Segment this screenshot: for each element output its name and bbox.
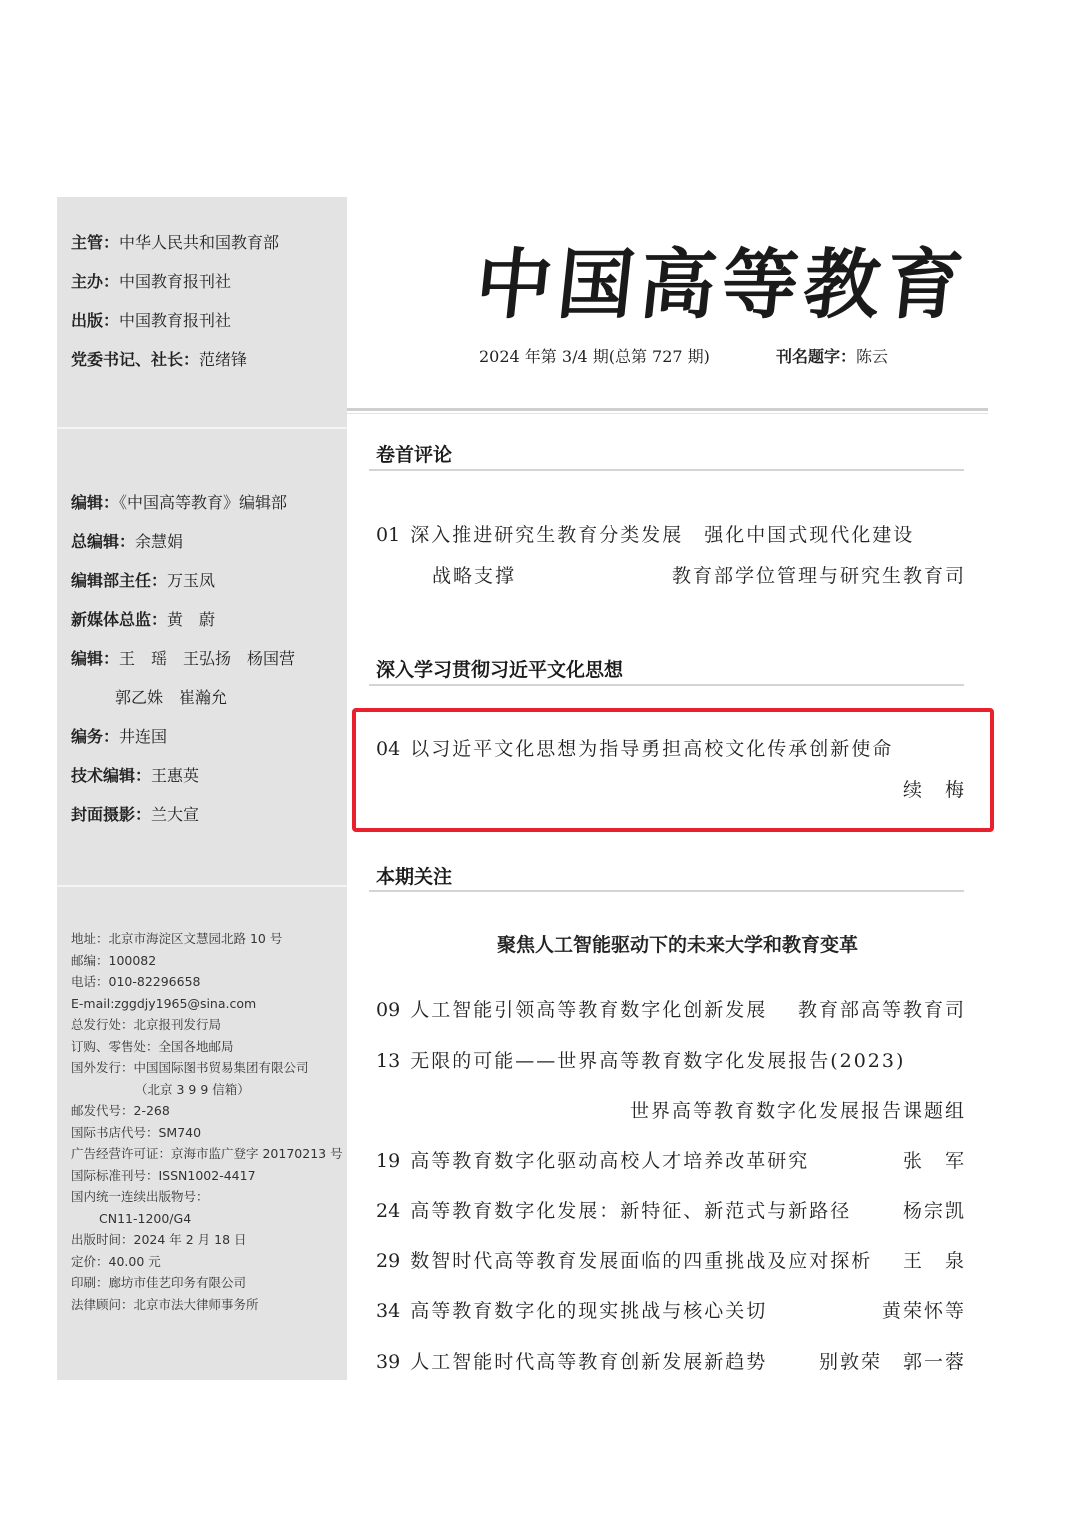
contact-line: 出版时间：2024 年 2 月 18 日 <box>71 1232 247 1247</box>
entry-author: 张 军 <box>902 1150 966 1172</box>
highlight-box <box>352 708 994 832</box>
contact-line: 法律顾问：北京市法大律师事务所 <box>71 1296 259 1312</box>
page-number: 01 <box>376 524 401 546</box>
contact-line: 定价：40.00 元 <box>71 1253 161 1269</box>
issue-number: 2024 年第 3/4 期(总第 727 期) <box>479 347 710 366</box>
page-number: 19 <box>376 1150 401 1172</box>
journal-masthead: 中国高等教育 <box>471 240 973 329</box>
contact-line: E-mail:zggdjy1965@sina.com <box>71 995 257 1011</box>
calligraphy-credit: 刊名题字：陈云 <box>776 347 889 366</box>
feature-subheading: 聚焦人工智能驱动下的未来大学和教育变革 <box>496 934 858 956</box>
header-rule <box>347 408 988 411</box>
sidebar-divider <box>57 427 347 429</box>
toc-entry[interactable] <box>376 1296 966 1323</box>
toc-entry-continued[interactable] <box>376 561 966 588</box>
sidebar-divider <box>57 885 347 887</box>
contact-line: 广告经营许可证：京海市监广登字 20170213 号 <box>71 1146 343 1161</box>
contact-line: 邮编：100082 <box>71 952 157 968</box>
contact-line: 订购、零售处：全国各地邮局 <box>71 1038 234 1054</box>
editorial-staff <box>71 489 295 840</box>
contact-line: 印刷：廊坊市佳艺印务有限公司 <box>71 1275 247 1290</box>
toc-entry[interactable] <box>376 995 966 1022</box>
entry-title: 战略支撑 <box>432 565 517 587</box>
entry-author: 黄荣怀等 <box>881 1300 966 1322</box>
page-number: 29 <box>376 1250 401 1272</box>
page-number: 13 <box>376 1050 401 1072</box>
entry-author: 别敦荣 郭一蓉 <box>818 1351 966 1373</box>
page-number: 04 <box>376 738 401 760</box>
masthead-sidebar <box>57 197 347 1380</box>
entry-author: 王 泉 <box>902 1250 966 1272</box>
contact-line: 电话：010-82296658 <box>71 974 201 989</box>
entry-title: 数智时代高等教育发展面临的四重挑战及应对探析 <box>410 1250 873 1272</box>
section-title: 卷首评论 <box>376 444 453 466</box>
info-line: 主办：中国教育报刊社 <box>71 272 232 291</box>
page-number: 24 <box>376 1200 401 1222</box>
contact-line: 邮发代号：2-268 <box>71 1103 170 1118</box>
contact-line: 总发行处：北京报刊发行局 <box>71 1017 222 1032</box>
entry-title: 高等教育数字化发展：新特征、新范式与新路径 <box>410 1200 852 1222</box>
staff-line: 编辑部主任：万玉凤 <box>71 571 216 590</box>
page-number: 09 <box>376 999 401 1021</box>
info-line: 出版：中国教育报刊社 <box>71 311 232 330</box>
contact-line: CN11-1200/G4 <box>99 1210 192 1226</box>
toc-entry[interactable] <box>376 1146 966 1173</box>
contact-line: 国际标准刊号：ISSN1002-4417 <box>71 1167 256 1183</box>
staff-line: 编辑：王 瑶 王弘扬 杨国营 <box>71 649 296 668</box>
toc-entry[interactable] <box>376 520 966 547</box>
staff-line: 郭乙姝 崔瀚允 <box>115 688 228 707</box>
staff-line: 编务：井连国 <box>71 727 168 746</box>
entry-title: 人工智能时代高等教育创新发展新趋势 <box>410 1351 768 1373</box>
section-title: 本期关注 <box>376 866 453 888</box>
publisher-info <box>71 229 279 385</box>
contact-line: 国际书店代号：SM740 <box>71 1124 202 1140</box>
entry-author: 教育部高等教育司 <box>797 999 966 1021</box>
entry-title: 无限的可能——世界高等教育数字化发展报告(2023) <box>410 1050 906 1072</box>
section-title: 深入学习贯彻习近平文化思想 <box>376 659 624 681</box>
entry-title: 人工智能引领高等教育数字化创新发展 <box>410 999 768 1021</box>
contact-line: 国内统一连续出版物号： <box>71 1189 209 1204</box>
contact-line: 地址：北京市海淀区文慧园北路 10 号 <box>71 931 283 946</box>
toc-entry[interactable] <box>376 1347 966 1374</box>
toc-entry[interactable] <box>376 1196 966 1223</box>
staff-line: 封面摄影：兰大宣 <box>71 805 200 824</box>
toc-entry[interactable] <box>376 1246 966 1273</box>
entry-title: 以习近平文化思想为指导勇担高校文化传承创新使命 <box>410 738 894 760</box>
contact-line: （北京 3 9 9 信箱） <box>135 1081 250 1097</box>
contact-line: 国外发行：中国国际图书贸易集团有限公司 <box>71 1060 309 1075</box>
entry-title: 高等教育数字化驱动高校人才培养改革研究 <box>410 1150 810 1172</box>
section-rule <box>369 469 964 471</box>
contact-info <box>71 928 343 1315</box>
entry-title: 高等教育数字化的现实挑战与核心关切 <box>410 1300 768 1322</box>
staff-line: 新媒体总监：黄 蔚 <box>71 610 216 629</box>
toc-entry[interactable] <box>376 1046 966 1073</box>
info-line: 主管：中华人民共和国教育部 <box>71 233 280 252</box>
section-rule <box>369 684 964 686</box>
page-number: 39 <box>376 1351 401 1373</box>
info-line: 党委书记、社长：范绪锋 <box>71 350 248 369</box>
staff-line: 总编辑：余慧娟 <box>71 532 184 551</box>
section-rule <box>369 890 964 892</box>
entry-author: 续 梅 <box>902 779 966 801</box>
header-rule-thin <box>347 413 988 414</box>
staff-line: 技术编辑：王惠英 <box>71 766 200 785</box>
entry-author: 世界高等教育数字化发展报告课题组 <box>629 1100 966 1122</box>
entry-title: 深入推进研究生教育分类发展 强化中国式现代化建设 <box>410 524 915 546</box>
toc-entry[interactable] <box>376 734 966 761</box>
entry-author: 杨宗凯 <box>902 1200 966 1222</box>
entry-author: 教育部学位管理与研究生教育司 <box>671 565 966 587</box>
staff-line: 编辑：《中国高等教育》编辑部 <box>71 493 288 512</box>
page-number: 34 <box>376 1300 401 1322</box>
